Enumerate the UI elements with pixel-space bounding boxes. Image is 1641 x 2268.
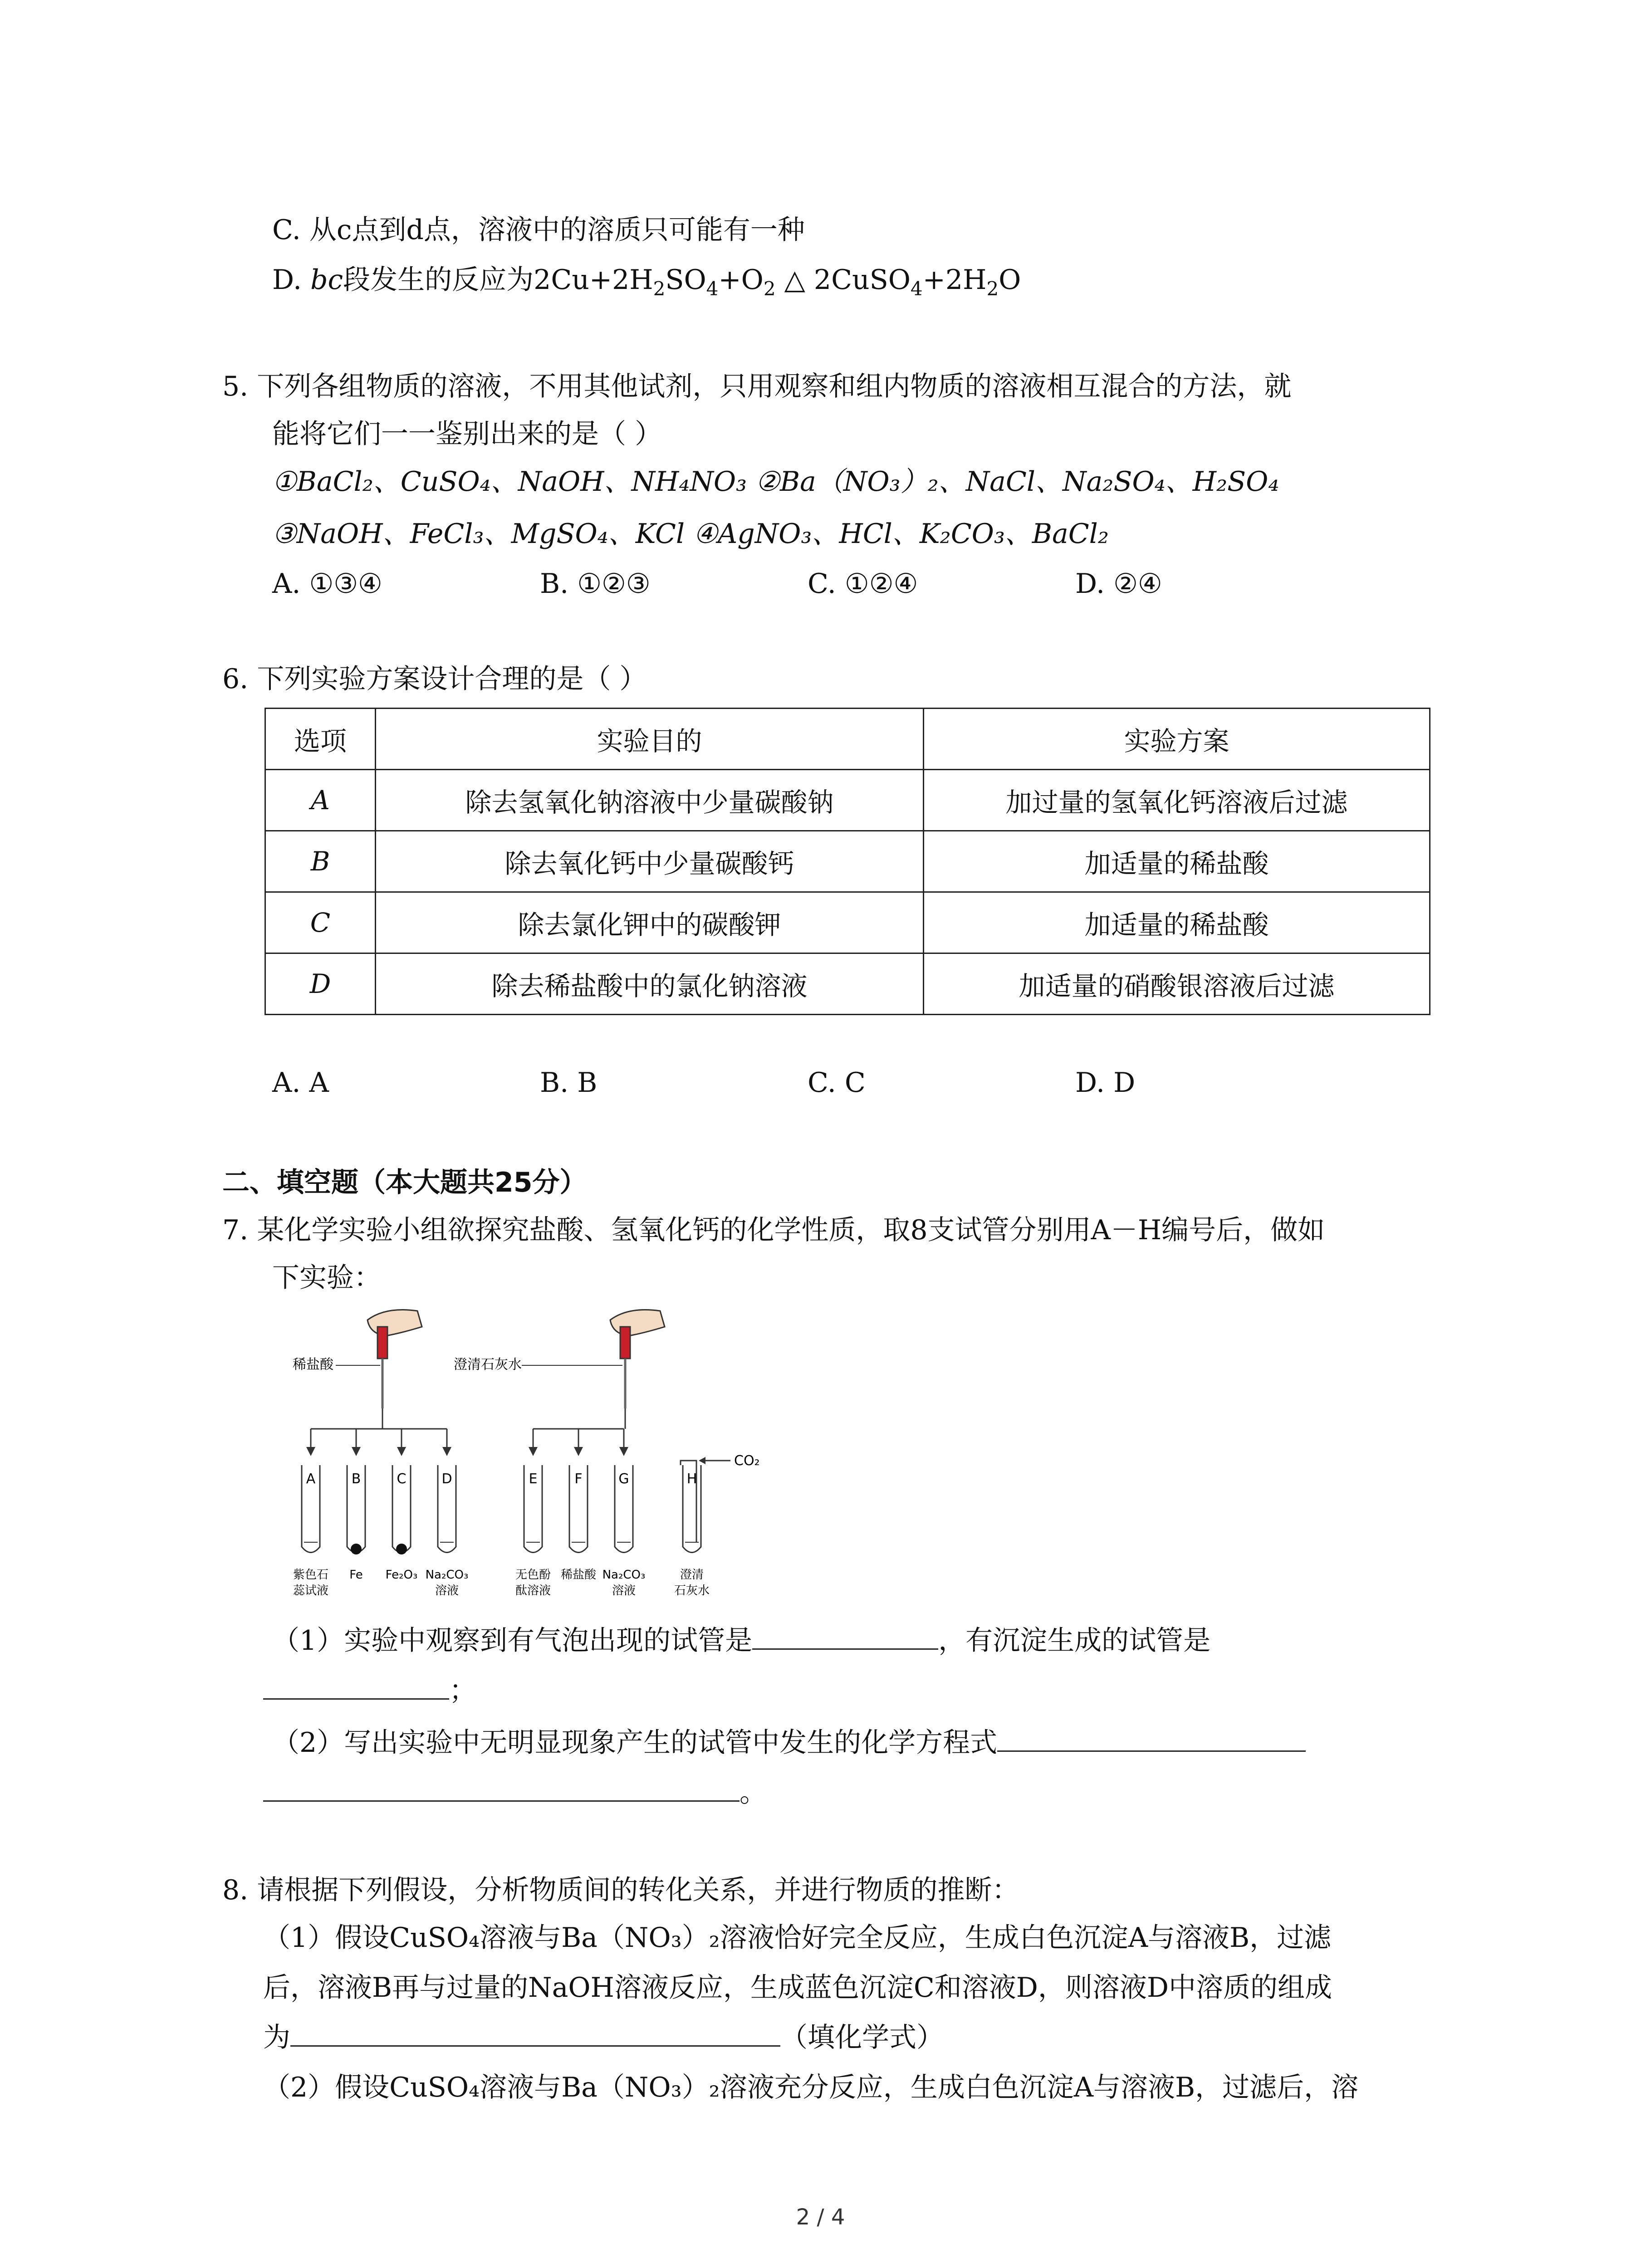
table-row: [265, 831, 1430, 892]
q4-option-d: D. bc段发生的反应为$2Cu+2H_2SO_4+O_2$ △ $2CuSO_4+2H_2O$: [272, 264, 1021, 300]
reagent-label: 澄清: [680, 1568, 704, 1582]
tube-letter: A: [306, 1471, 316, 1487]
tube-letter: D: [441, 1471, 452, 1487]
hand-dropper-icon: [367, 1310, 422, 1409]
acid-label: 稀盐酸: [293, 1357, 333, 1373]
table-header-cell: 实验目的: [376, 709, 924, 770]
reagent-label: Na₂CO₃: [602, 1568, 646, 1582]
reagent-label: 蕊试液: [293, 1584, 329, 1598]
table-cell: 除去氢氧化钠溶液中少量碳酸钠: [376, 770, 924, 831]
table-cell: 除去氧化钙中少量碳酸钙: [376, 831, 924, 892]
tube-letter: F: [574, 1471, 583, 1487]
q7-stem-line1: 7. 某化学实验小组欲探究盐酸、氢氧化钙的化学性质，取8支试管分别用A－H编号后，做如: [222, 1214, 1325, 1246]
table-row: [265, 770, 1430, 831]
page-number: 2 / 4: [796, 2204, 845, 2230]
answer-blank[interactable]: [263, 1698, 449, 1700]
q8-sub1-line1: （1）假设CuSO₄溶液与Ba（NO₃）₂溶液恰好完全反应，生成白色沉淀A与溶液B，过滤: [263, 1922, 1332, 1954]
q7-sub1-continued: ；: [263, 1672, 476, 1710]
q8-sub2-line1: （2）假设CuSO₄溶液与Ba（NO₃）₂溶液充分反应，生成白色沉淀A与溶液B，过滤后，溶: [263, 2072, 1359, 2103]
table-header-cell: 选项: [265, 709, 376, 770]
reagent-label: 酞溶液: [515, 1584, 551, 1598]
reagent-label: 溶液: [435, 1584, 459, 1598]
reagent-label: Fe: [349, 1568, 363, 1582]
table-cell: 加适量的硝酸银溶液后过滤: [924, 953, 1430, 1015]
reagent-label: Na₂CO₃: [425, 1568, 469, 1582]
q6-option-a: A. A: [272, 1067, 329, 1099]
q8-stem: 8. 请根据下列假设，分析物质间的转化关系，并进行物质的推断：: [222, 1874, 1019, 1906]
table-cell: D: [265, 953, 376, 1015]
q7-sub2-continued: 。: [263, 1774, 767, 1812]
answer-blank[interactable]: [997, 1750, 1306, 1752]
lime-water-label: 澄清石灰水: [454, 1357, 522, 1373]
tube-letter: H: [686, 1471, 697, 1487]
q6-option-c: C. C: [808, 1067, 866, 1099]
q7-sub2: （2）写出实验中无明显现象产生的试管中发生的化学方程式: [272, 1724, 1306, 1762]
table-cell: C: [265, 892, 376, 953]
table-cell: A: [265, 770, 376, 831]
q5-option-a: A. ①③④: [272, 568, 382, 600]
table-cell: 加适量的稀盐酸: [924, 892, 1430, 953]
table-cell: 除去稀盐酸中的氯化钠溶液: [376, 953, 924, 1015]
q7-sub1: （1）实验中观察到有气泡出现的试管是 ，有沉淀生成的试管是: [272, 1625, 1211, 1657]
reagent-label: 稀盐酸: [560, 1568, 597, 1582]
q8-sub1-line2: 后，溶液B再与过量的NaOH溶液反应，生成蓝色沉淀C和溶液D，则溶液D中溶质的组成: [263, 1972, 1332, 2004]
reagent-label: 溶液: [612, 1584, 636, 1598]
table-cell: 加适量的稀盐酸: [924, 831, 1430, 892]
co2-label: CO₂: [734, 1453, 760, 1469]
answer-blank[interactable]: [752, 1648, 938, 1650]
q6-option-d: D. D: [1075, 1067, 1136, 1099]
q5-option-c: C. ①②④: [808, 568, 918, 600]
tube-letter: C: [397, 1471, 407, 1487]
table-row: [265, 892, 1430, 953]
q6-option-b: B. B: [540, 1067, 598, 1099]
hand-dropper-icon: [610, 1310, 665, 1409]
q5-stem-line2: 能将它们一一鉴别出来的是（ ）: [272, 418, 662, 450]
table-cell: 加过量的氢氧化钙溶液后过滤: [924, 770, 1430, 831]
q7-experiment-figure: [272, 1302, 839, 1619]
table-row: [265, 953, 1430, 1015]
answer-blank[interactable]: [290, 2045, 780, 2047]
reagent-label: 石灰水: [674, 1584, 710, 1598]
q7-stem-line2: 下实验：: [272, 1262, 381, 1294]
q5-option-d: D. ②④: [1075, 568, 1162, 600]
table-cell: B: [265, 831, 376, 892]
section-heading: 二、填空题（本大题共25分）: [222, 1167, 587, 1198]
q5-option-b: B. ①②③: [540, 568, 651, 600]
q6-stem: 6. 下列实验方案设计合理的是（ ）: [222, 663, 647, 695]
reagent-label: 无色酚: [515, 1568, 551, 1582]
reagent-label: Fe₂O₃: [385, 1568, 418, 1582]
q5-group-3-4: ③NaOH、FeCl₃、MgSO₄、KCl ④AgNO₃、HCl、K₂CO₃、BaCl₂: [272, 518, 1109, 550]
q6-table: [265, 708, 1430, 1015]
q5-group-1-2: ①BaCl₂、CuSO₄、NaOH、NH₄NO₃ ②Ba（NO₃）₂、NaCl、Na₂SO₄、H₂SO₄: [272, 466, 1279, 498]
q4-option-c: C. 从c点到d点，溶液中的溶质只可能有一种: [272, 214, 805, 246]
q5-stem-line1: 5. 下列各组物质的溶液，不用其他试剂，只用观察和组内物质的溶液相互混合的方法，就: [222, 371, 1292, 402]
tube-letter: G: [618, 1471, 629, 1487]
q8-sub1-line3: 为 （填化学式）: [263, 2022, 944, 2053]
tube-letter: B: [351, 1471, 361, 1487]
tube-letter: E: [529, 1471, 538, 1487]
table-cell: 除去氯化钾中的碳酸钾: [376, 892, 924, 953]
table-header-row: [265, 709, 1430, 770]
reagent-label: 紫色石: [293, 1568, 329, 1582]
test-tube-row: [302, 1465, 701, 1553]
answer-blank[interactable]: [263, 1800, 740, 1802]
table-header-cell: 实验方案: [924, 709, 1430, 770]
